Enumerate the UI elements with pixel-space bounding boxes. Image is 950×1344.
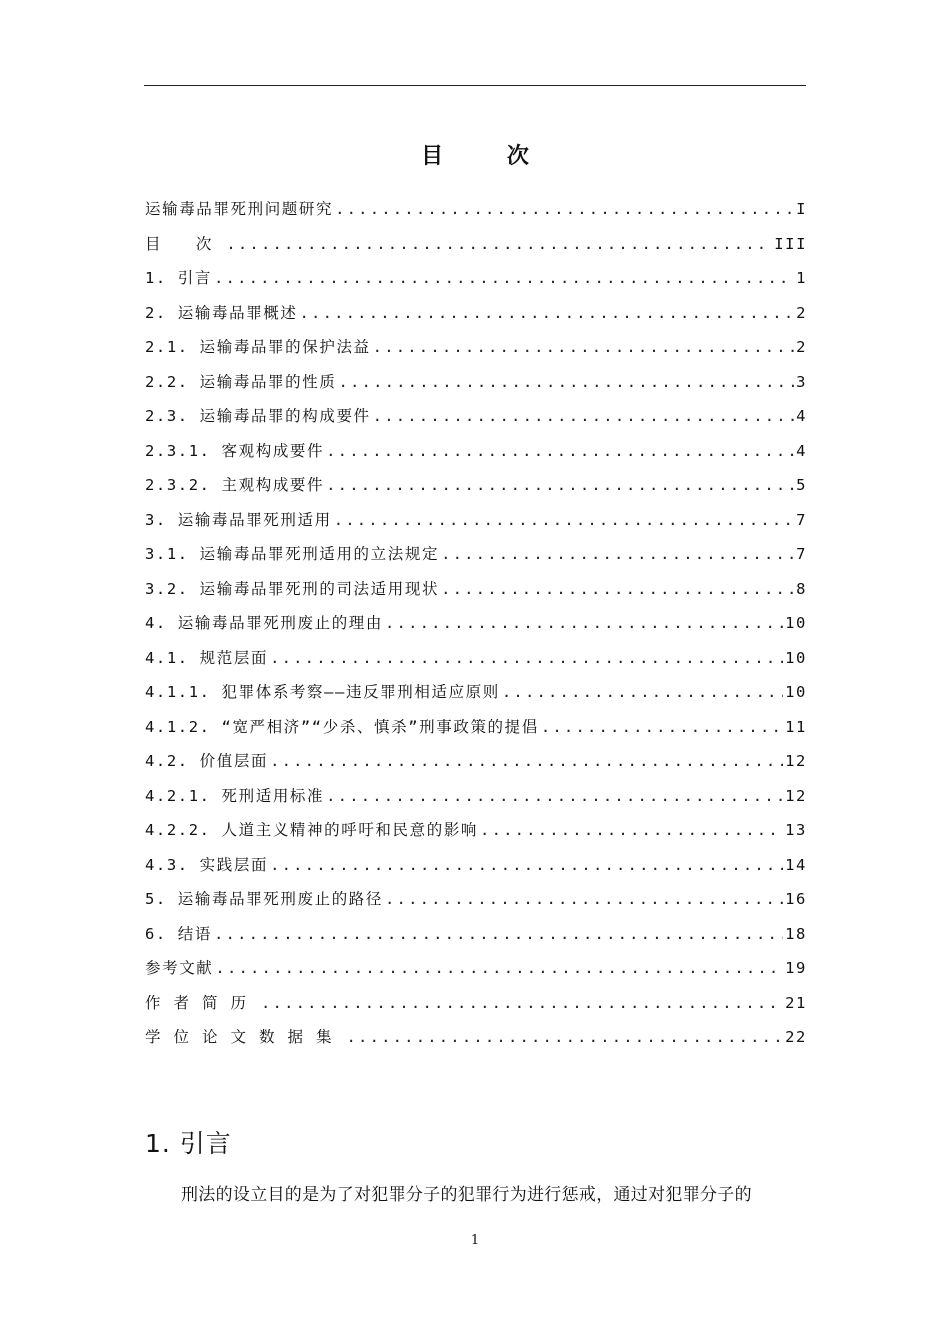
section-heading: 1. 引言 — [145, 1129, 232, 1158]
leader-dots — [226, 231, 772, 257]
leader-dots — [326, 472, 794, 498]
toc-entry-label: 4. 运输毒品罪死刑废止的理由 — [145, 614, 383, 632]
leader-dots — [334, 507, 794, 533]
table-of-contents — [145, 196, 807, 1059]
toc-entry[interactable] — [145, 231, 807, 266]
toc-entry[interactable] — [145, 472, 807, 507]
toc-entry-label: 3.2. 运输毒品罪死刑的司法适用现状 — [145, 579, 440, 598]
leader-dots — [300, 300, 795, 326]
toc-entry-page: 19 — [785, 959, 807, 977]
leader-dots — [373, 334, 794, 360]
leader-dots — [270, 852, 783, 878]
toc-entry-page: 18 — [785, 924, 807, 943]
leader-dots — [347, 1024, 784, 1050]
toc-entry-page: 13 — [785, 821, 807, 839]
toc-entry-label: 2.3.2. 主观构成要件 — [145, 476, 325, 494]
toc-entry[interactable] — [145, 852, 807, 887]
toc-entry-page: 3 — [796, 372, 807, 391]
toc-entry-label: 学位论文数据集 — [145, 1028, 345, 1046]
toc-entry-label: 作者简历 — [145, 993, 260, 1012]
toc-entry-page: 16 — [785, 890, 807, 908]
toc-entry-page: 21 — [785, 993, 807, 1012]
leader-dots — [441, 541, 794, 567]
page-number: 1 — [470, 1233, 480, 1248]
toc-entry-label: 2.1. 运输毒品罪的保护法益 — [145, 338, 371, 356]
toc-entry-label: 6. 结语 — [145, 924, 212, 943]
toc-entry-page: 2 — [796, 303, 807, 322]
toc-entry[interactable] — [145, 369, 807, 404]
toc-entry-label: 2.3.1. 客观构成要件 — [145, 441, 325, 460]
toc-entry-page: 10 — [785, 683, 807, 701]
toc-entry[interactable] — [145, 610, 807, 645]
toc-entry[interactable] — [145, 748, 807, 783]
toc-entry[interactable] — [145, 334, 807, 369]
toc-entry-label: 5. 运输毒品罪死刑废止的路径 — [145, 890, 383, 908]
toc-entry-label: 2. 运输毒品罪概述 — [145, 303, 298, 322]
toc-entry[interactable] — [145, 783, 807, 818]
toc-entry-page: 4 — [796, 407, 807, 425]
toc-entry-page: 10 — [785, 614, 807, 632]
leader-dots — [502, 679, 783, 705]
toc-entry-label: 4.3. 实践层面 — [145, 855, 269, 874]
toc-entry[interactable] — [145, 1024, 807, 1059]
leader-dots — [270, 645, 783, 671]
toc-entry-label: 2.2. 运输毒品罪的性质 — [145, 372, 337, 391]
leader-dots — [373, 403, 794, 429]
toc-entry[interactable] — [145, 507, 807, 542]
toc-entry[interactable] — [145, 955, 807, 990]
toc-entry[interactable] — [145, 714, 807, 749]
leader-dots — [338, 369, 794, 395]
toc-entry-page: I — [796, 200, 807, 218]
toc-entry[interactable] — [145, 886, 807, 921]
toc-entry-page: 7 — [796, 510, 807, 529]
leader-dots — [385, 610, 783, 636]
toc-entry[interactable] — [145, 403, 807, 438]
toc-entry-page: 4 — [796, 441, 807, 460]
toc-entry-label: 目 次 — [145, 234, 225, 253]
toc-entry[interactable] — [145, 645, 807, 680]
toc-entry[interactable] — [145, 438, 807, 473]
toc-entry[interactable] — [145, 541, 807, 576]
toc-entry-page: 14 — [785, 855, 807, 874]
leader-dots — [385, 886, 783, 912]
leader-dots — [214, 265, 794, 291]
toc-entry-label: 1. 引言 — [145, 269, 212, 287]
toc-title: 目 次 — [421, 143, 557, 169]
toc-entry-page: 8 — [796, 579, 807, 598]
toc-entry-label: 参考文献 — [145, 959, 214, 977]
toc-entry-page: 10 — [785, 648, 807, 667]
leader-dots — [480, 817, 783, 843]
toc-entry-label: 4.1.2. “宽严相济”“少杀、慎杀”刑事政策的提倡 — [145, 717, 539, 736]
leader-dots — [541, 714, 783, 740]
leader-dots — [441, 576, 794, 602]
leader-dots — [326, 438, 794, 464]
leader-dots — [270, 748, 783, 774]
leader-dots — [215, 955, 783, 981]
toc-entry-page: 1 — [796, 269, 807, 287]
leader-dots — [261, 990, 783, 1016]
toc-entry-page: 2 — [796, 338, 807, 356]
toc-entry-label: 3.1. 运输毒品罪死刑适用的立法规定 — [145, 545, 440, 563]
toc-entry-label: 4.2.2. 人道主义精神的呼吁和民意的影响 — [145, 821, 479, 839]
leader-dots — [326, 783, 783, 809]
leader-dots — [214, 921, 783, 947]
toc-entry[interactable] — [145, 196, 807, 231]
toc-entry-label: 2.3. 运输毒品罪的构成要件 — [145, 407, 371, 425]
toc-entry-label: 4.1. 规范层面 — [145, 648, 269, 667]
toc-entry-label: 3. 运输毒品罪死刑适用 — [145, 510, 332, 529]
toc-entry-page: 5 — [796, 476, 807, 494]
toc-entry-label: 运输毒品罪死刑问题研究 — [145, 200, 334, 218]
toc-entry-label: 4.2.1. 死刑适用标准 — [145, 786, 325, 805]
body-paragraph: 刑法的设立目的是为了对犯罪分子的犯罪行为进行惩戒，通过对犯罪分子的 — [181, 1185, 752, 1205]
toc-entry-page: 12 — [785, 752, 807, 770]
toc-entry[interactable] — [145, 990, 807, 1025]
toc-entry[interactable] — [145, 679, 807, 714]
toc-entry-label: 4.2. 价值层面 — [145, 752, 269, 770]
toc-entry-page: 12 — [785, 786, 807, 805]
header-rule — [144, 85, 806, 86]
toc-entry[interactable] — [145, 265, 807, 300]
toc-entry[interactable] — [145, 300, 807, 335]
toc-entry-page: 22 — [785, 1028, 807, 1046]
toc-entry-label: 4.1.1. 犯罪体系考察——违反罪刑相适应原则 — [145, 683, 500, 701]
toc-entry-page: III — [774, 234, 807, 253]
toc-entry[interactable] — [145, 817, 807, 852]
toc-entry[interactable] — [145, 576, 807, 611]
toc-entry-page: 11 — [785, 717, 807, 736]
toc-entry[interactable] — [145, 921, 807, 956]
toc-entry-page: 7 — [796, 545, 807, 563]
leader-dots — [335, 196, 794, 222]
